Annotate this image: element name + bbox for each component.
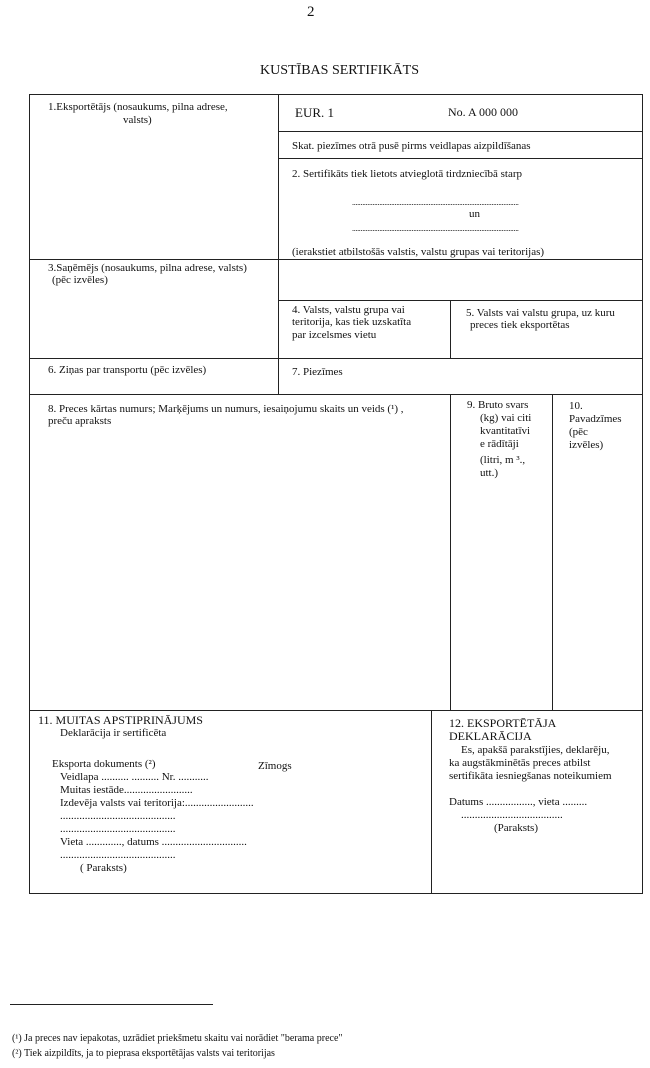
box12-title-2: DEKLARĀCIJA [449,729,532,743]
box7-label: 7. Piezīmes [292,366,343,378]
box8-label-1: 8. Preces kārtas numurs; Marķējums un numurs, iesaiņojumu skaits un veids (¹) , [48,403,404,415]
customs-office: Muitas iestāde......................... [60,784,193,796]
box9-label-6: utt.) [480,467,499,479]
box8-label-2: preču apraksts [48,415,112,427]
box12-date-place: Datums ................., vieta ......... [449,796,588,808]
certificate-number: No. A 000 000 [448,105,519,119]
box12-dots: ..................................... [461,809,563,821]
box11-subtitle: Deklarācija ir sertificēta [60,727,167,739]
place-date: Vieta ............., datums ............................... [60,836,247,848]
eur-label: EUR. 1 [295,105,334,120]
box11-dots-3: .......................................... [60,849,176,861]
box2-label: 2. Sertifikāts tiek lietots atvieglotā tirdzniecībā starp [292,168,523,180]
divider-vertical-main [278,94,279,394]
box4-label-3: par izcelsmes vietu [292,329,377,341]
box10-label-1: 10. [569,400,583,412]
box6-label: 6. Ziņas par transportu (pēc izvēles) [48,364,207,376]
box2-dots-1: .................................................................................................. [352,198,519,207]
box9-label-3: kvantitatīvi [480,425,531,437]
divider-note [278,158,643,159]
page-title: KUSTĪBAS SERTIFIKĀTS [260,63,420,78]
box12-text-1: Es, apakšā parakstījies, deklarēju, [461,744,610,756]
box10-label-4: izvēles) [569,439,604,451]
box2-and: un [469,208,480,220]
box5-label-1: 5. Valsts vai valstu grupa, uz kuru [466,307,615,319]
divider-box3 [29,259,643,260]
divider-eur [278,131,643,132]
box2-note: (ierakstiet atbilstošās valstis, valstu grupas vai teritorijas) [292,246,545,258]
box12-title-1: 12. EKSPORTĒTĀJA [449,716,557,730]
box12-text-3: sertifikāta iesniegšanas noteikumiem [449,770,612,782]
divider-box4 [278,300,643,301]
box11-title: 11. MUITAS APSTIPRINĀJUMS [38,713,203,727]
box11-signature: ( Paraksts) [80,862,127,874]
divider-box9 [450,394,451,710]
divider-box4-5 [450,300,451,358]
box12-text-2: ka augstākminētās preces atbilst [449,757,591,769]
box9-label-2: (kg) vai citi [480,412,532,424]
issuing-country: Izdevēja valsts vai teritorija:......................... [60,797,254,809]
box12-signature: (Paraksts) [494,822,538,834]
box10-label-2: Pavadzīmes [569,413,622,425]
footnote-rule [10,1004,213,1005]
reverse-note: Skat. piezīmes otrā pusē pirms veidlapas aizpildīšanas [292,140,531,152]
form-number: Veidlapa .......... .......... Nr. ........... [60,771,209,783]
box1-label-cont: valsts) [123,114,152,126]
box9-label-5: (litri, m ³., [480,454,526,466]
page-number: 2 [307,4,315,20]
divider-box12 [431,710,432,894]
box2-dots-2: .................................................................................................. [352,224,519,233]
box3-label-cont: (pēc izvēles) [52,274,108,286]
box9-label-1: 9. Bruto svars [467,399,529,411]
box4-label-1: 4. Valsts, valstu grupa vai [292,304,405,316]
divider-box8 [29,394,643,395]
box3-label: 3.Saņēmējs (nosaukums, pilna adrese, valsts) [48,262,247,274]
box9-label-4: e rādītāji [480,438,519,450]
divider-box10 [552,394,553,710]
box4-label-2: teritorija, kas tiek uzskatīta [292,316,412,328]
footnote-1: (¹) Ja preces nav iepakotas, uzrādiet priekšmetu skaitu vai norādiet "berama prece" [12,1033,343,1044]
divider-box11 [29,710,643,711]
box11-dots-2: .......................................... [60,823,176,835]
box5-label-2: preces tiek eksportētas [470,319,570,331]
divider-box6 [29,358,643,359]
stamp-label: Zīmogs [258,760,292,772]
footnote-2: (²) Tiek aizpildīts, ja to pieprasa eksportētājas valsts vai teritorijas [12,1048,275,1059]
box11-dots-1: .......................................... [60,810,176,822]
box10-label-3: (pēc [569,426,588,438]
export-document: Eksporta dokuments (²) [52,758,156,770]
box1-label: 1.Eksportētājs (nosaukums, pilna adrese, [48,101,228,113]
